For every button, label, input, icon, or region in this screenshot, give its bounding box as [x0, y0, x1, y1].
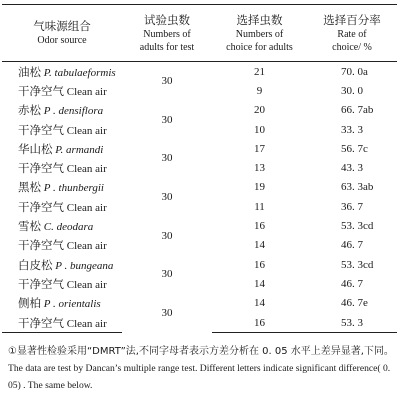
choice-rate: 43. 3 — [341, 162, 363, 175]
clean-air-zh: 干净空气 — [18, 238, 64, 253]
odor-source-clean-air — [2, 274, 122, 293]
species-name-zh: 华山松 — [18, 141, 53, 156]
species-name-sci: P . densiflora — [43, 105, 104, 118]
footnote-en: The data are test by Dancan’s multiple range test. Different letters indicate significant difference( 0. 05) . The same below. — [8, 363, 391, 391]
table-footnote — [8, 343, 394, 394]
clean-air-zh: 干净空气 — [18, 315, 64, 330]
choice-count: 14 — [254, 297, 265, 310]
species-name-zh: 黑松 — [18, 180, 41, 195]
species-name-sci: C. deodara — [43, 221, 94, 234]
adults-count: 30 — [161, 268, 173, 281]
adults-count: 30 — [161, 75, 173, 88]
header-adults-zh: 试验虫数 — [144, 12, 190, 27]
clean-air-en: Clean air — [66, 240, 107, 253]
odor-source-species — [2, 216, 122, 235]
species-name-sci: P . thunbergii — [43, 182, 104, 195]
choice-count: 10 — [254, 123, 265, 136]
header-choice-zh: 选择虫数 — [236, 12, 283, 27]
choice-rate: 56. 7c — [341, 142, 368, 155]
clean-air-en: Clean air — [66, 163, 107, 176]
clean-air-zh: 干净空气 — [18, 199, 64, 214]
species-name-sci: P . orientalis — [43, 298, 101, 311]
species-name-zh: 赤松 — [18, 103, 41, 118]
clean-air-zh: 干净空气 — [18, 83, 64, 98]
species-name-sci: P. armandi — [55, 143, 104, 156]
clean-air-en: Clean air — [66, 317, 107, 330]
clean-air-zh: 干净空气 — [18, 122, 64, 137]
choice-count: 17 — [254, 142, 265, 155]
species-name-zh: 油松 — [18, 64, 41, 79]
clean-air-zh: 干净空气 — [18, 161, 64, 176]
header-adults-en1: Numbers of — [143, 28, 191, 40]
odor-source-clean-air — [2, 158, 122, 177]
choice-count: 16 — [254, 258, 265, 271]
odor-source-species — [2, 101, 122, 120]
species-name-sci: P. tabulaeformis — [43, 66, 116, 79]
footnote-zh: ①显著性检验采用“DMRT”法,不同字母者表示方差分析在 0. 05 水平上差异显著,下同。 — [8, 346, 394, 357]
odor-choice-table — [2, 4, 397, 333]
choice-rate: 46. 7e — [341, 297, 368, 310]
choice-rate: 63. 3ab — [341, 181, 374, 194]
odor-source-species — [2, 139, 122, 158]
table-row — [2, 216, 397, 235]
odor-source-clean-air — [2, 81, 122, 100]
choice-rate: 36. 7 — [341, 200, 363, 213]
choice-count: 11 — [254, 200, 265, 213]
choice-count: 21 — [254, 65, 265, 78]
choice-count: 14 — [254, 277, 265, 290]
clean-air-en: Clean air — [66, 201, 107, 214]
header-rate-en2: choice/ % — [332, 41, 372, 53]
header-rate-en1: Rate of — [337, 28, 367, 40]
choice-rate: 53. 3 — [307, 313, 397, 333]
clean-air-en: Clean air — [66, 278, 107, 291]
header-source — [2, 5, 122, 62]
choice-count: 14 — [254, 239, 265, 252]
table-row — [2, 178, 397, 197]
choice-rate: 66. 7ab — [341, 104, 374, 117]
odor-source-clean-air — [2, 120, 122, 139]
choice-rate: 46. 7 — [341, 239, 363, 252]
odor-source-clean-air — [2, 197, 122, 216]
table-row — [2, 101, 397, 120]
clean-air-en: Clean air — [66, 124, 107, 137]
choice-count: 19 — [254, 181, 265, 194]
odor-source-species — [2, 294, 122, 313]
odor-source-clean-air — [2, 313, 122, 333]
table-row — [2, 294, 397, 313]
species-name-zh: 侧柏 — [18, 296, 41, 311]
adults-count: 30 — [161, 229, 173, 242]
species-name-sci: P . bungeana — [55, 259, 114, 272]
header-source-zh: 气味源组合 — [33, 19, 91, 33]
odor-source-species — [2, 255, 122, 274]
adults-count: 30 — [161, 113, 173, 126]
clean-air-zh: 干净空气 — [18, 276, 64, 291]
choice-count: 20 — [254, 104, 265, 117]
header-choice — [212, 5, 307, 62]
choice-rate: 30. 0 — [341, 84, 363, 97]
table-row — [2, 62, 397, 82]
choice-count: 16 — [212, 313, 307, 333]
odor-source-clean-air — [2, 236, 122, 255]
header-rate — [307, 5, 397, 62]
clean-air-en: Clean air — [66, 85, 107, 98]
choice-rate: 53. 3cd — [341, 258, 374, 271]
table-row — [2, 255, 397, 274]
header-rate-zh: 选择百分率 — [323, 12, 381, 27]
species-name-zh: 雪松 — [18, 219, 41, 234]
header-adults — [122, 5, 212, 62]
species-name-zh: 白皮松 — [18, 257, 53, 272]
header-source-en: Odor source — [37, 35, 87, 46]
adults-count: 30 — [161, 307, 173, 320]
header-row — [2, 5, 397, 62]
odor-source-species — [2, 178, 122, 197]
header-choice-en1: Numbers of — [235, 28, 284, 40]
header-choice-en2: choice for adults — [226, 41, 293, 53]
choice-count: 16 — [254, 220, 265, 233]
choice-count: 9 — [256, 84, 263, 97]
odor-source-species — [2, 62, 122, 82]
choice-rate: 33. 3 — [341, 123, 363, 136]
adults-count: 30 — [161, 191, 173, 204]
table-row — [2, 139, 397, 158]
choice-count: 13 — [254, 162, 265, 175]
adults-count: 30 — [161, 152, 173, 165]
choice-rate: 53. 3cd — [341, 220, 374, 233]
choice-rate: 46. 7 — [341, 277, 363, 290]
choice-rate: 70. 0a — [341, 65, 368, 78]
header-adults-en2: adults for test — [139, 41, 195, 53]
